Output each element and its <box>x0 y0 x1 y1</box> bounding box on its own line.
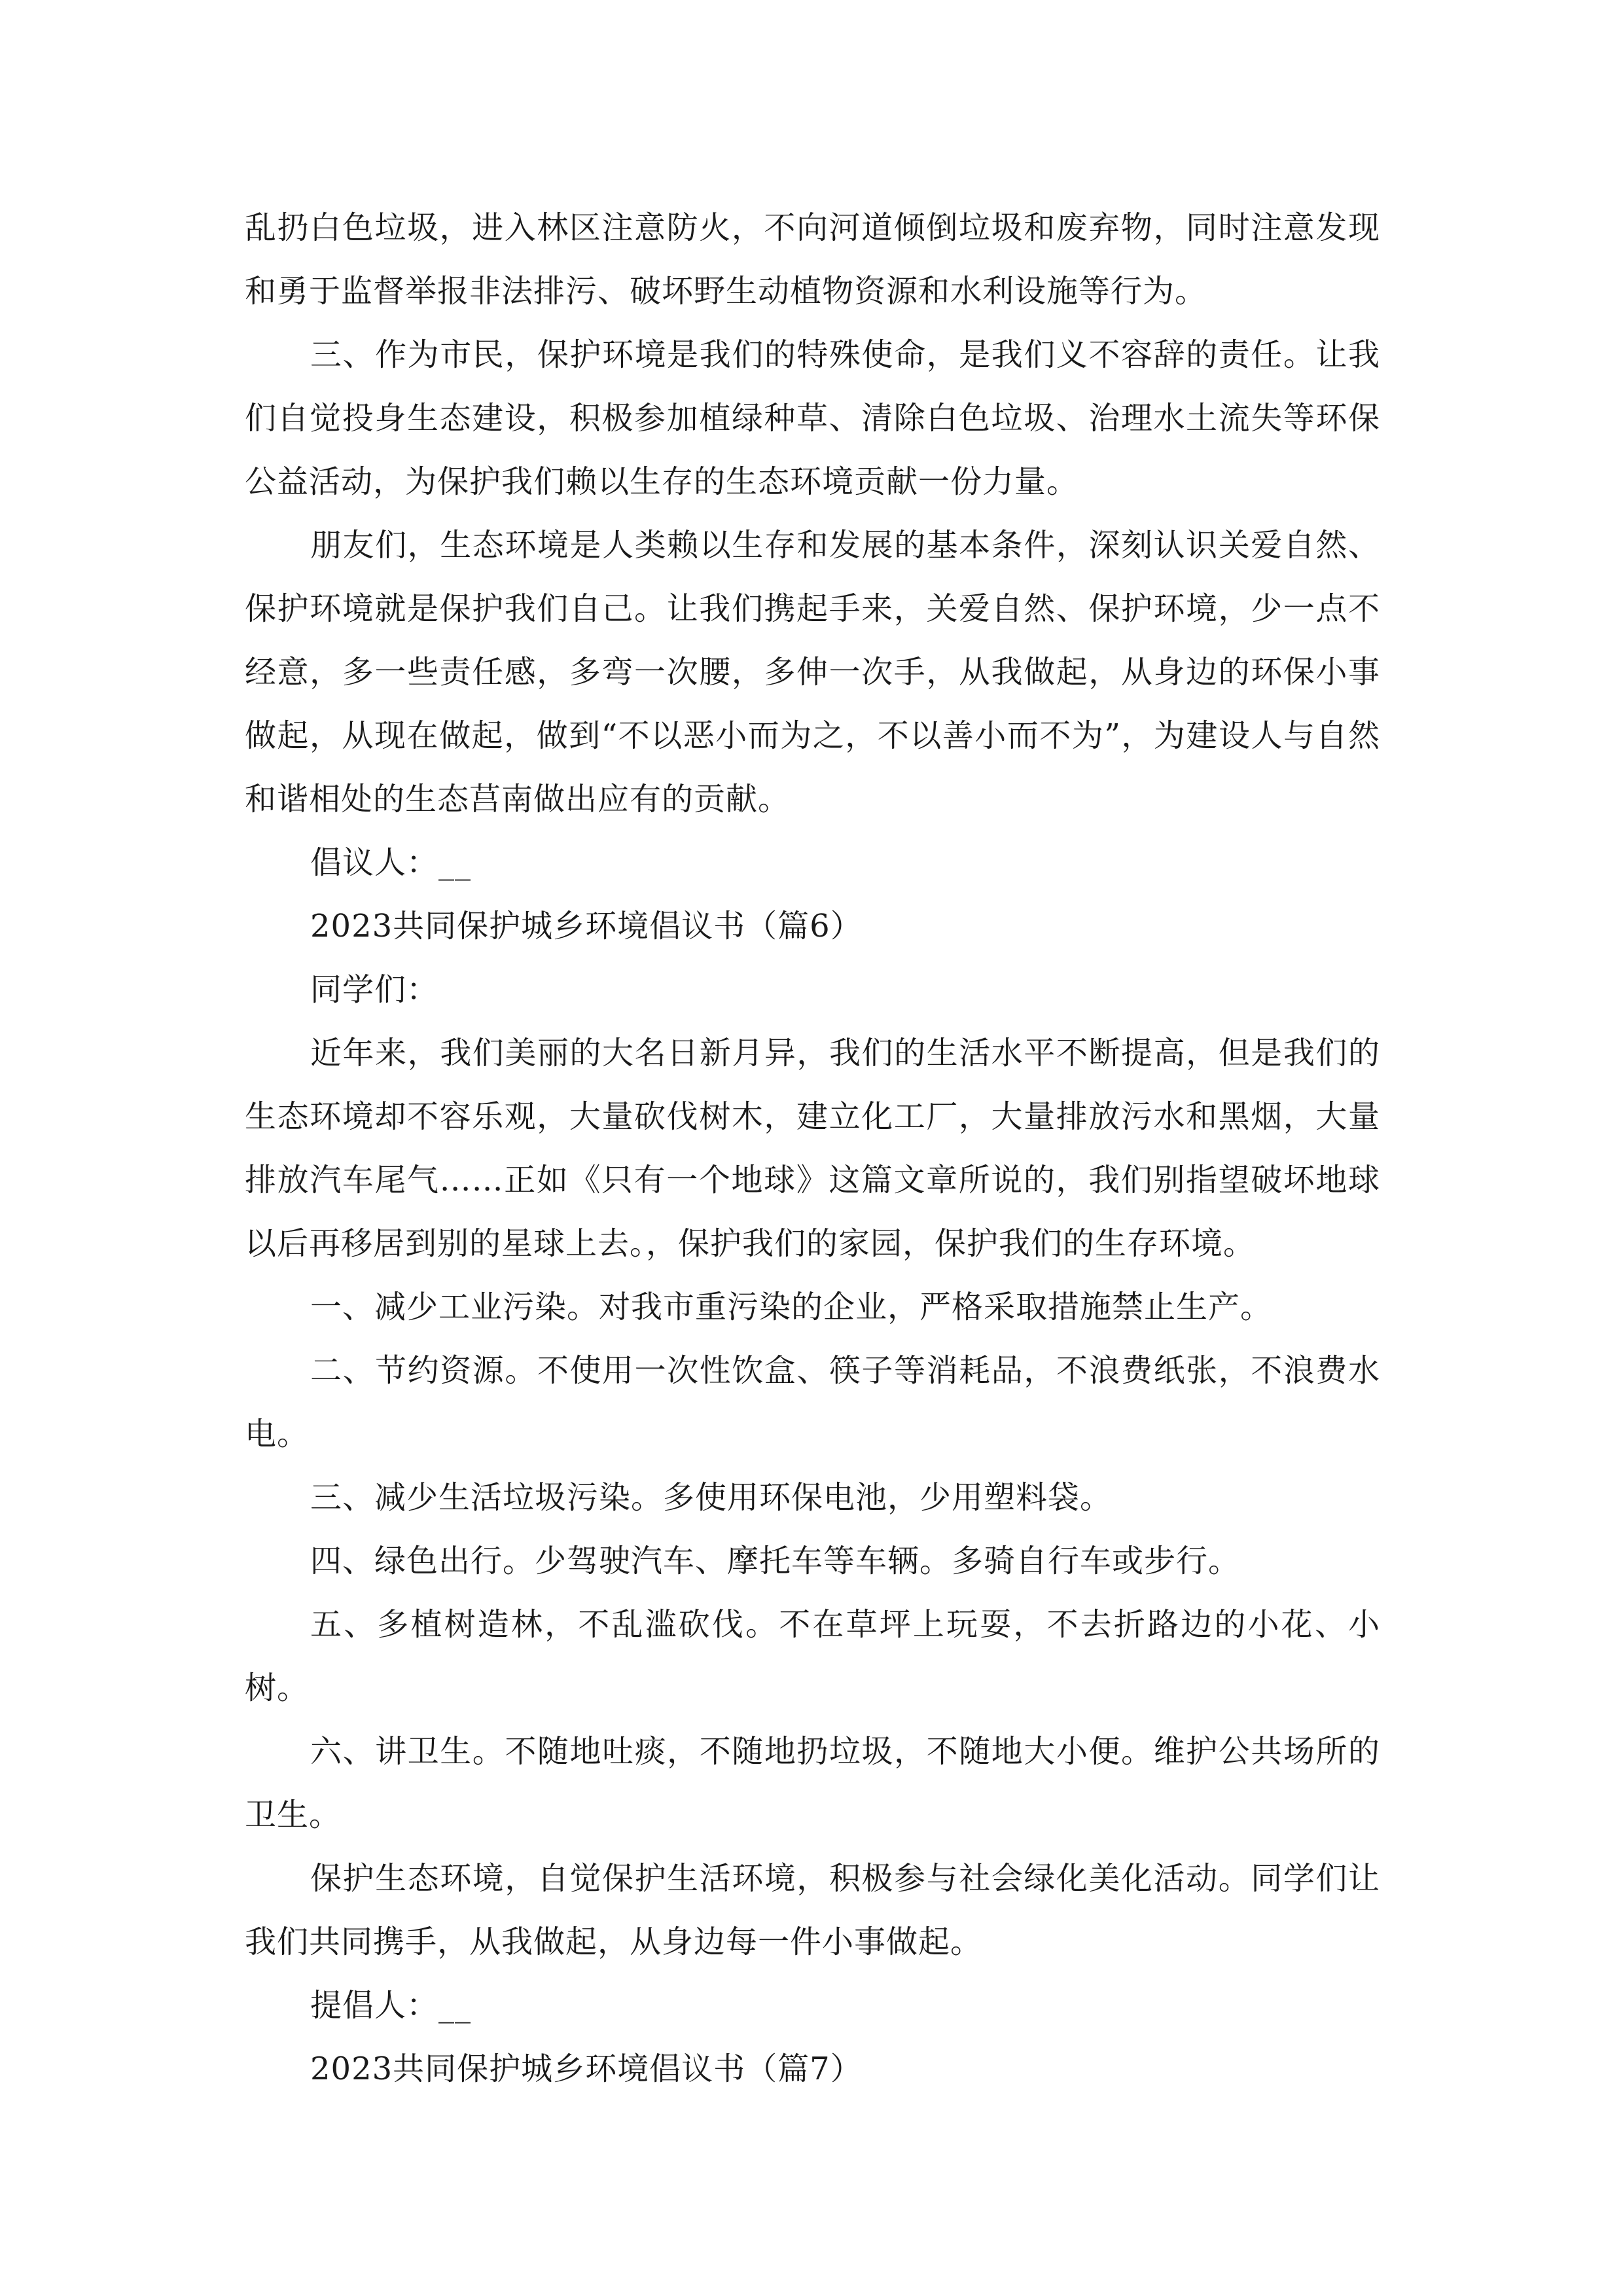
paragraph-intro: 近年来，我们美丽的大名日新月异，我们的生活水平不断提高，但是我们的生态环境却不容乐观，大量砍伐树木，建立化工厂，大量排放污水和黑烟，大量排放汽车尾气……正如《只有一个地球》这篇文章所说的，我们别指望破坏地球以后再移居到别的星球上去。，保护我们的家园，保护我们的生存环境。 <box>245 1035 1380 1262</box>
section-heading-6: 2023共同保护城乡环境倡议书（篇6） <box>310 908 863 944</box>
paragraph-continuation: 乱扔白色垃圾，进入林区注意防火，不向河道倾倒垃圾和废弃物，同时注意发现和勇于监督举报非法排污、破坏野生动植物资源和水利设施等行为。 <box>245 209 1380 310</box>
list-item-6: 六、讲卫生。不随地吐痰，不随地扔垃圾，不随地大小便。维护公共场所的卫生。 <box>245 1733 1380 1833</box>
list-item-4: 四、绿色出行。少驾驶汽车、摩托车等车辆。多骑自行车或步行。 <box>310 1543 1241 1579</box>
paragraph-conclusion: 保护生态环境，自觉保护生活环境，积极参与社会绿化美化活动。同学们让我们共同携手，从我做起，从身边每一件小事做起。 <box>245 1860 1380 1960</box>
list-item-5: 五、多植树造林，不乱滥砍伐。不在草坪上玩耍，不去折路边的小花、小树。 <box>245 1606 1380 1706</box>
signature-initiator: 倡议人：__ <box>310 844 472 881</box>
list-item-2: 二、节约资源。不使用一次性饮盒、筷子等消耗品，不浪费纸张，不浪费水电。 <box>245 1352 1380 1452</box>
section-heading-7: 2023共同保护城乡环境倡议书（篇7） <box>310 2051 863 2087</box>
list-item-1: 一、减少工业污染。对我市重污染的企业，严格采取措施禁止生产。 <box>310 1289 1273 1325</box>
document-body <box>245 196 1380 2101</box>
salutation: 同学们： <box>310 971 439 1008</box>
list-item-3: 三、减少生活垃圾污染。多使用环保电池，少用塑料袋。 <box>310 1479 1113 1516</box>
paragraph-point-three: 三、作为市民，保护环境是我们的特殊使命，是我们义不容辞的责任。让我们自觉投身生态建设，积极参加植绿种草、清除白色垃圾、治理水土流失等环保公益活动，为保护我们赖以生存的生态环境贡献一份力量。 <box>245 336 1380 500</box>
paragraph-closing-appeal: 朋友们，生态环境是人类赖以生存和发展的基本条件，深刻认识关爱自然、保护环境就是保护我们自己。让我们携起手来，关爱自然、保护环境，少一点不经意，多一些责任感，多弯一次腰，多伸一次手，从我做起，从身边的环保小事做起，从现在做起，做到“不以恶小而为之，不以善小而不为”，为建设人与自然和谐相处的生态莒南做出应有的贡献。 <box>245 527 1380 817</box>
signature-proposer: 提倡人：__ <box>310 1987 472 2024</box>
